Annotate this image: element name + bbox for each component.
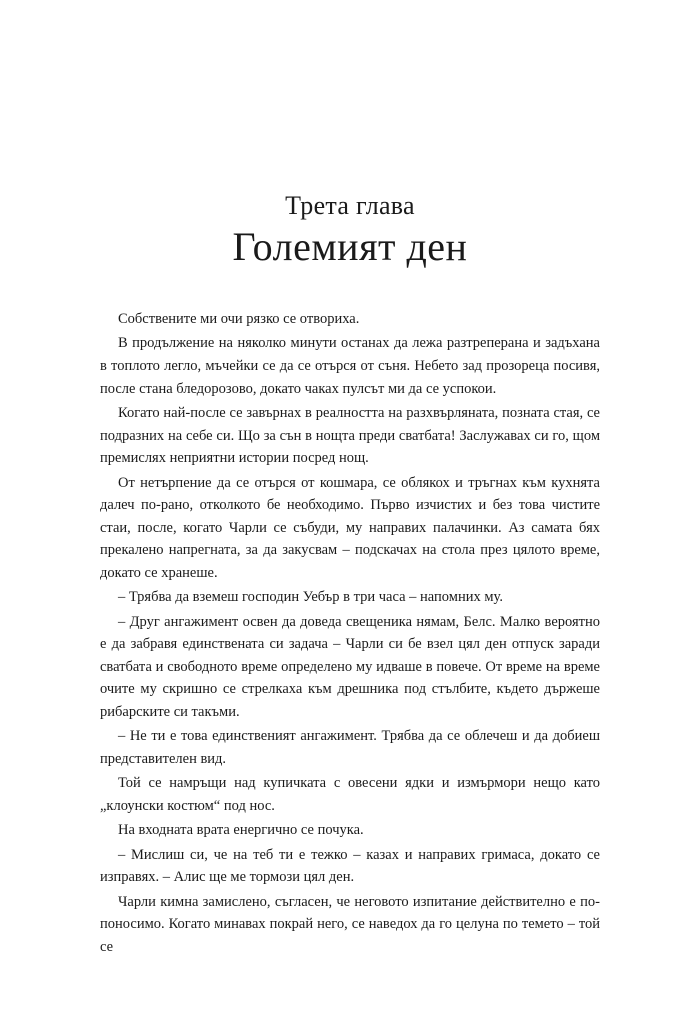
paragraph: Чарли кимна замислено, съгласен, че неговото изпитание действително е по-поносимо. Когато минавах покрай него, се наведох да го целуна по темето – той се [100,893,600,955]
paragraph: В продължение на няколко минути останах да лежа разтреперана и задъхана в топлото легло, мъчейки се да се отърся от съня. Небето зад прозореца посивя, после стана бледорозово, докато чаках пулсът ми да се успокои. [100,335,600,397]
paragraph: – Трябва да вземеш господин Уебър в три часа – напомних му. [118,589,503,606]
paragraph: Когато най-после се завърнах в реалността на разхвърляната, позната стая, се подразних на себе си. Що за сън в нощта преди сватбата! Заслужавах си го, щом премислях неприятни истории посред нощ. [100,404,600,467]
chapter-label: Трета глава [285,191,415,220]
paragraph: Той се намръщи над купичката с овесени ядки и измърмори нещо като „клоунски костюм“ под нос. [100,775,600,815]
paragraph: – Мислиш си, че на теб ти е тежко – казах и направих гримаса, докато се изправях. – Алис ще ме тормози цял ден. [100,846,600,886]
body-text [100,308,600,960]
paragraph: – Друг ангажимент освен да доведа свещеника нямам, Белс. Малко вероятно е да забравя единствената си задача – Чарли си бе взел цял ден отпуск заради сватбата и свободното време определено му идваше в повече. От време на време очите му скришно се стрелкаха към дрешника под стълбите, където държеше рибарските си такъми. [100,613,600,721]
paragraph: От нетърпение да се отърся от кошмара, се облякох и тръгнах към кухнята далеч по-рано, отколкото бе необходимо. Първо изчистих и без това чистите стаи, после, когато Чарли се събуди, му направих палачинки. Аз самата бях прекалено напрегната, за да закусвам – подскачах на стола през цялото време, докато се хранеше. [100,474,600,581]
paragraph: На входната врата енергично се почука. [118,822,364,839]
paragraph: Собствените ми очи рязко се отвориха. [118,311,360,327]
chapter-title: Големият ден [232,224,468,269]
paragraph: – Не ти е това единственият ангажимент. Трябва да се облечеш и да добиеш представителен вид. [100,728,600,768]
